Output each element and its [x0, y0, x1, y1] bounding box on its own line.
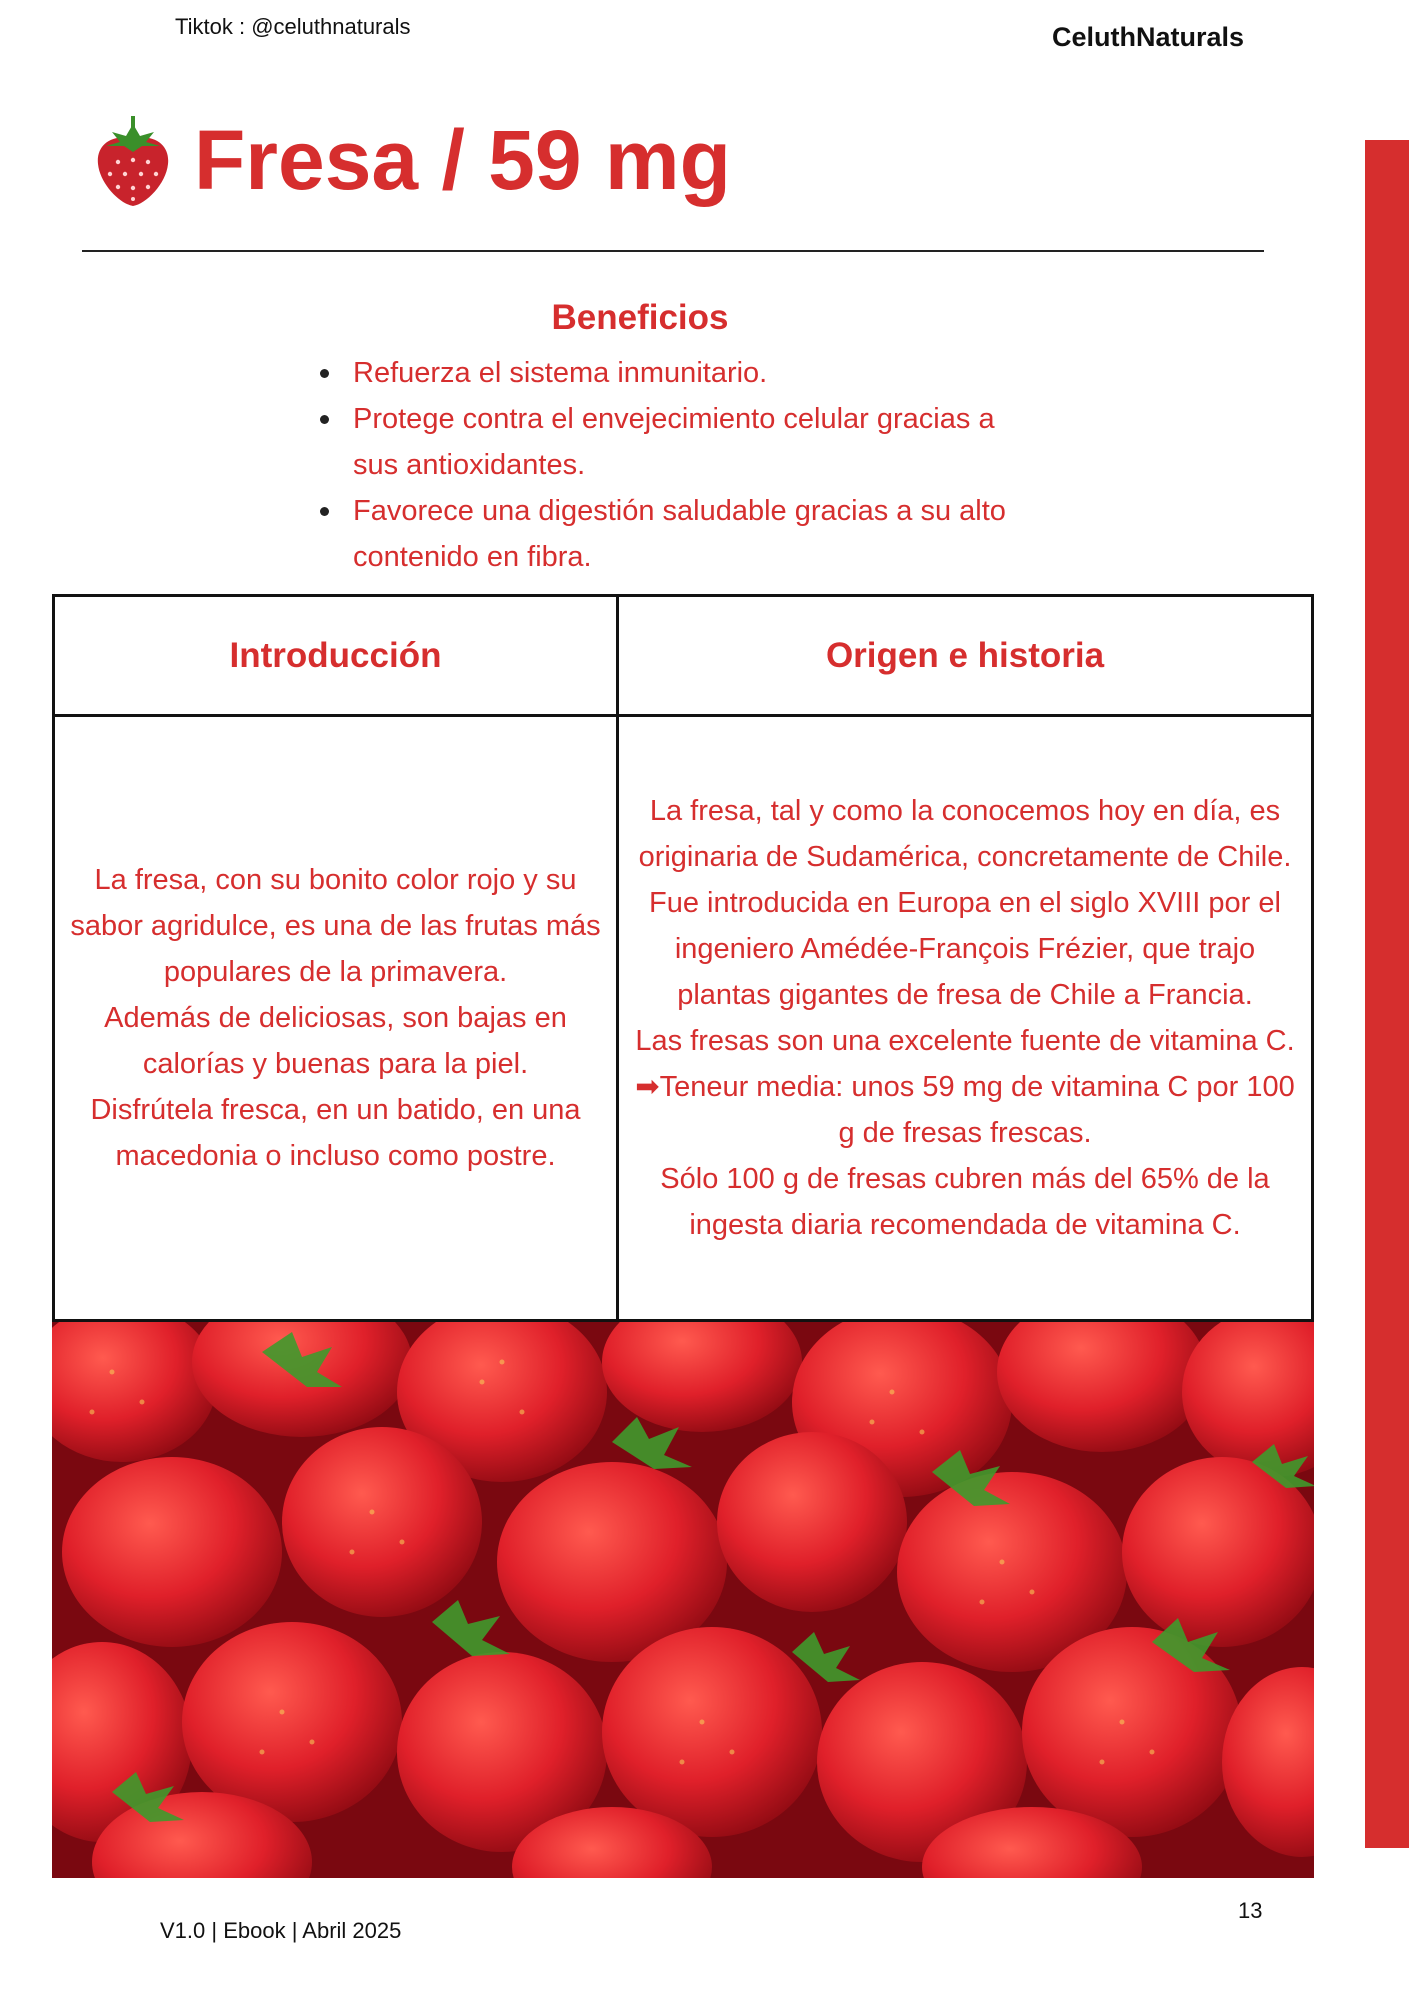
table-header-intro: Introducción [229, 635, 442, 675]
origin-paragraph: Las fresas son una excelente fuente de vitamina C. [635, 1025, 1295, 1057]
strawberries-illustration [52, 1322, 1314, 1878]
benefit-item: Favorece una digestión saludable gracias a su alto contenido en fibra. [320, 488, 1020, 580]
benefit-item: Refuerza el sistema inmunitario. [320, 350, 1020, 396]
page-number: 13 [1238, 1898, 1263, 1923]
benefits-heading: Beneficios [551, 298, 729, 337]
intro-paragraph: Disfrútela fresca, en un batido, en una macedonia o incluso como postre. [90, 1094, 581, 1172]
strawberry-icon [90, 112, 176, 208]
origin-paragraph: Sólo 100 g de fresas cubren más del 65% de la ingesta diaria recomendada de vitamina C. [660, 1163, 1270, 1241]
origin-paragraph: ➡Teneur media: unos 59 mg de vitamina C por 100 g de fresas frescas. [635, 1071, 1295, 1149]
origin-paragraph: La fresa, tal y como la conocemos hoy en día, es originaria de Sudamérica, concretamente de Chile. Fue introducida en Europa en el siglo XVIII por el ingeniero Amédée-François Frézier, que trajo plantas gigantes de fresa de Chile a Francia. [638, 795, 1292, 1011]
side-accent-bar [1365, 140, 1409, 1848]
benefits-list [320, 350, 1020, 580]
strawberries-photo [52, 1322, 1314, 1878]
title-divider [82, 250, 1264, 252]
page-title-row [90, 112, 731, 208]
table-cell-intro [67, 717, 604, 1319]
table-cell-origin [631, 717, 1299, 1319]
intro-paragraph: Además de deliciosas, son bajas en calorías y buenas para la piel. [104, 1002, 567, 1080]
version-footer: V1.0 | Ebook | Abril 2025 [160, 1918, 402, 1943]
info-table [52, 594, 1314, 1322]
benefit-item: Protege contra el envejecimiento celular gracias a sus antioxidantes. [320, 396, 1020, 488]
tiktok-handle: Tiktok : @celuthnaturals [175, 14, 411, 39]
page-title: Fresa / 59 mg [194, 113, 731, 207]
intro-paragraph: La fresa, con su bonito color rojo y su sabor agridulce, es una de las frutas más populares de la primavera. [70, 864, 601, 988]
brand-name: CeluthNaturals [1052, 22, 1245, 52]
table-header-origin: Origen e historia [825, 635, 1105, 675]
